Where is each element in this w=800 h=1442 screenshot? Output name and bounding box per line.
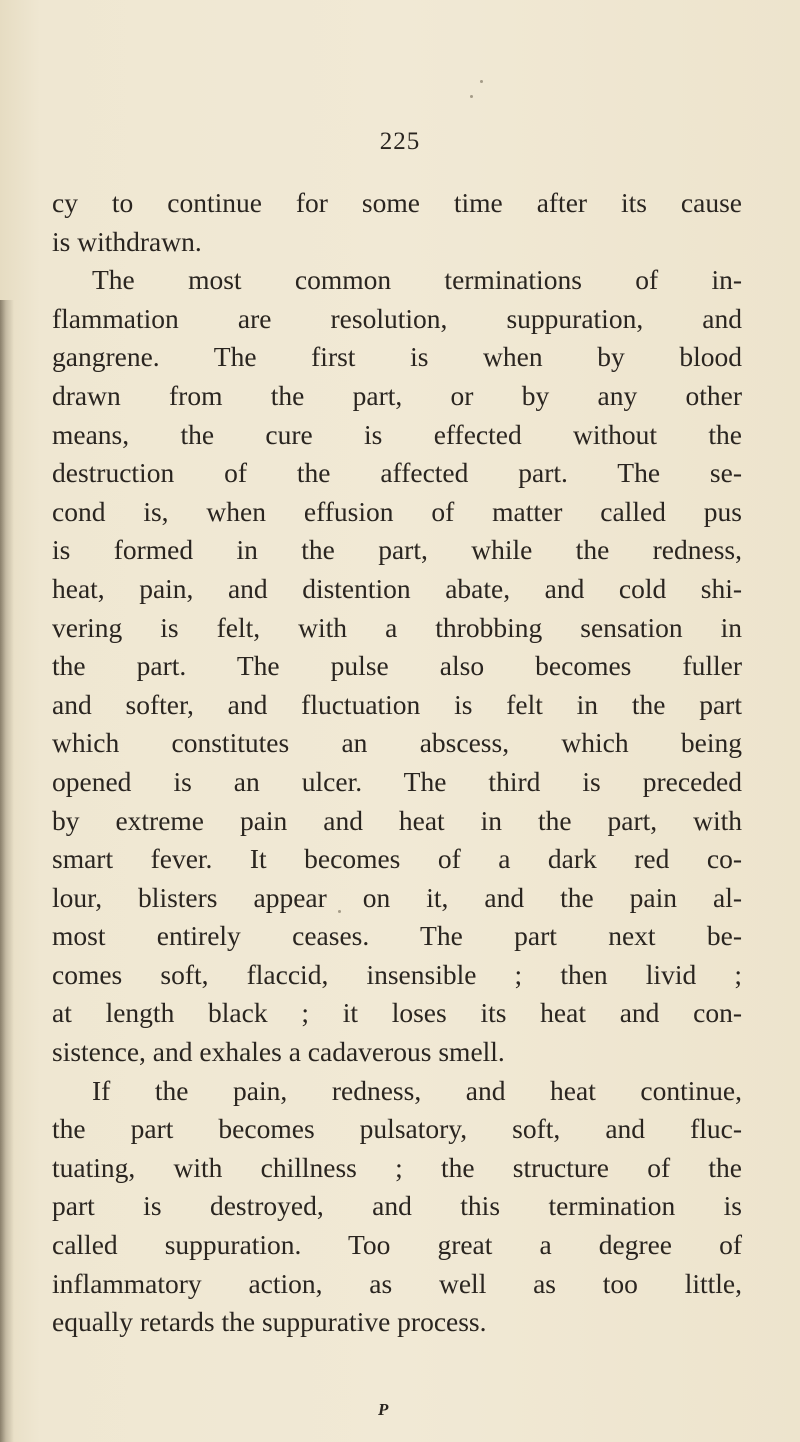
text-line: at length black ; it loses its heat and con-	[52, 997, 742, 1029]
text-line: and softer, and fluctuation is felt in the part	[52, 688, 742, 720]
text-line: called suppuration. Too great a degree of	[52, 1229, 742, 1261]
text-line: vering is felt, with a throbbing sensation in	[52, 611, 742, 643]
binding-shadow	[0, 300, 14, 1442]
text-line: means, the cure is effected without the	[52, 418, 742, 450]
text-line: equally retards the suppurative process.	[52, 1306, 487, 1338]
text-line: smart fever. It becomes of a dark red co-	[52, 843, 742, 875]
text-line: tuating, with chillness ; the structure of the	[52, 1151, 742, 1183]
text-line: cy to continue for some time after its cause	[52, 187, 742, 218]
text-line: part is destroyed, and this termination is	[52, 1190, 742, 1222]
text-line: by extreme pain and heat in the part, with	[52, 804, 742, 836]
text-line: opened is an ulcer. The third is preceded	[52, 765, 742, 797]
text-line: heat, pain, and distention abate, and cold shi-	[52, 572, 742, 604]
signature-mark: P	[378, 1400, 389, 1419]
text-line: If the pain, redness, and heat continue,	[92, 1074, 742, 1106]
text-line: most entirely ceases. The part next be-	[52, 920, 742, 952]
text-line: the part becomes pulsatory, soft, and fluc-	[52, 1113, 742, 1145]
text-line: is withdrawn.	[52, 225, 202, 257]
text-line: lour, blisters appear on it, and the pain al-	[52, 881, 742, 913]
body-text	[52, 184, 742, 1342]
text-line: destruction of the affected part. The se-	[52, 457, 742, 489]
paper-speck	[470, 95, 473, 98]
text-line: is formed in the part, while the redness,	[52, 534, 742, 566]
text-line: comes soft, flaccid, insensible ; then livid ;	[52, 958, 742, 990]
text-line: which constitutes an abscess, which being	[52, 727, 742, 759]
text-line: flammation are resolution, suppuration, and	[52, 302, 742, 334]
text-line: drawn from the part, or by any other	[52, 379, 742, 411]
text-line: cond is, when effusion of matter called pus	[52, 495, 742, 527]
text-line: the part. The pulse also becomes fuller	[52, 650, 742, 682]
text-line: inflammatory action, as well as too little,	[52, 1267, 742, 1299]
text-line: gangrene. The first is when by blood	[52, 341, 742, 373]
paper-speck	[480, 80, 483, 83]
text-line: sistence, and exhales a cadaverous smell.	[52, 1036, 505, 1068]
text-line: The most common terminations of in-	[92, 264, 742, 296]
page-number: 225	[379, 128, 421, 155]
